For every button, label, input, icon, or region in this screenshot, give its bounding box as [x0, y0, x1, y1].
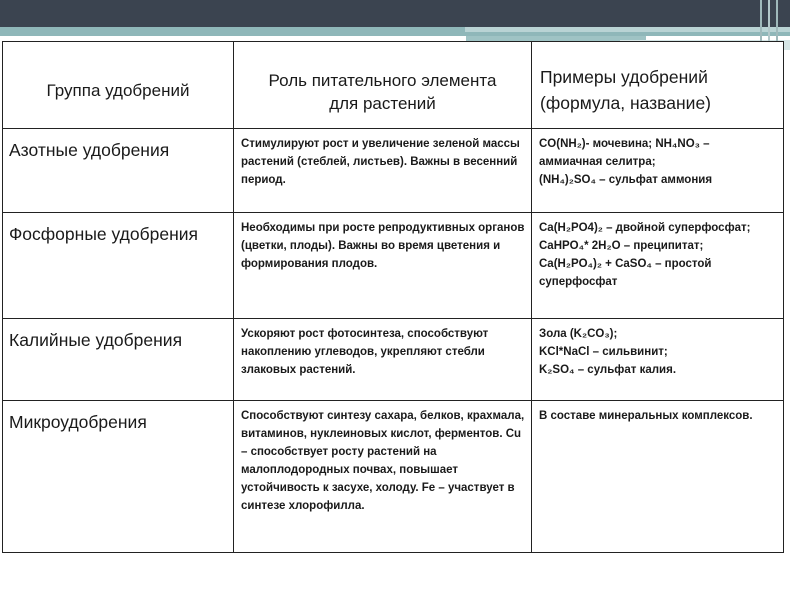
header-group-label: Группа удобрений — [46, 81, 190, 100]
example-line: суперфосфат — [539, 276, 618, 288]
example-line: CaHPO₄* 2H₂O – преципитат; — [539, 240, 704, 252]
header-role-line2: для растений — [329, 94, 436, 113]
example-line: аммиачная селитра; — [539, 156, 656, 168]
header-role — [234, 42, 532, 129]
table-header-row — [3, 42, 784, 129]
header-group — [3, 42, 234, 129]
role-cell: Стимулируют рост и увеличение зеленой массы растений (стеблей, листьев). Важны в весенний период. — [234, 129, 532, 213]
examples-cell — [532, 401, 784, 553]
table-row — [3, 213, 784, 319]
group-cell: Калийные удобрения — [3, 319, 234, 401]
header-examples-line2: (формула, название) — [540, 93, 712, 113]
example-line: (NH₄)₂SO₄ – сульфат аммония — [539, 174, 713, 186]
group-cell: Фосфорные удобрения — [3, 213, 234, 319]
role-cell: Ускоряют рост фотосинтеза, способствуют накоплению углеводов, укрепляют стебли злаковых растений. — [234, 319, 532, 401]
examples-cell — [532, 213, 784, 319]
table-row — [3, 401, 784, 553]
example-line: Ca(H₂PO4)₂ – двойной суперфосфат; — [539, 222, 751, 234]
example-line: CO(NH₂)- мочевина; NH₄NO₃ – — [539, 138, 710, 150]
table-row — [3, 129, 784, 213]
header-examples-line1: Примеры удобрений — [540, 67, 708, 87]
example-line: KCl*NaCl – сильвинит; — [539, 346, 668, 358]
examples-cell — [532, 319, 784, 401]
example-line: Ca(H₂PO₄)₂ + CaSO₄ – простой — [539, 258, 712, 270]
role-cell: Способствуют синтезу сахара, белков, крахмала, витаминов, нуклеиновых кислот, ферментов. Cu – способствует росту растений на малоплодородных почвах, повышает устойчивость к засухе, холоду. Fe – участвует в синтезе хлорофилла. — [234, 401, 532, 553]
examples-cell — [532, 129, 784, 213]
slide-banner-dark — [0, 0, 790, 27]
group-cell: Микроудобрения — [3, 401, 234, 553]
slide-banner-teal-light — [465, 27, 790, 32]
header-examples — [532, 42, 784, 129]
group-cell: Азотные удобрения — [3, 129, 234, 213]
example-line: Зола (K₂CO₃); — [539, 328, 618, 340]
table-row — [3, 319, 784, 401]
example-line: В составе минеральных комплексов. — [539, 410, 753, 422]
example-line: K₂SO₄ – сульфат калия. — [539, 364, 677, 376]
header-role-line1: Роль питательного элемента — [268, 71, 497, 90]
fertilizer-table — [2, 41, 784, 553]
role-cell: Необходимы при росте репродуктивных органов (цветки, плоды). Важны во время цветения и формирования плодов. — [234, 213, 532, 319]
